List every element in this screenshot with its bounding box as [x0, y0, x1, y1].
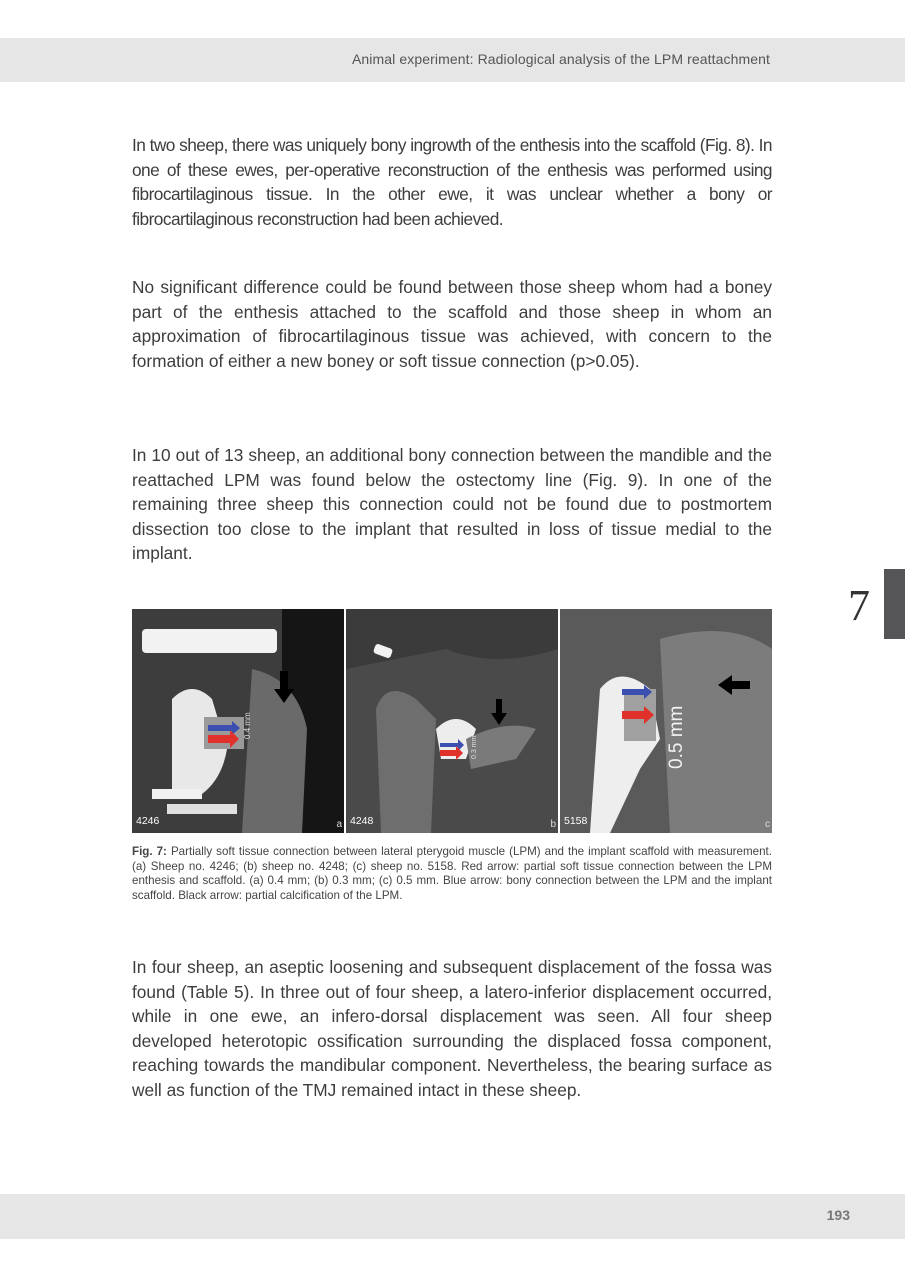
body-paragraph-3: [132, 443, 772, 566]
ct-panel-c: [560, 609, 772, 833]
running-header: [0, 38, 905, 82]
paragraph: In four sheep, an aseptic loosening and subsequent displacement of the fossa was found (Table 5). In three out of four sheep, a latero-inferior displacement occurred, while in one ewe, an infero-dorsal displacement was seen. All four sheep developed heterotopic ossification surrounding the displaced fossa component, reaching towards the mandibular component. Nevertheless, the bearing surface as well as function of the TMJ remained intact in these sheep.: [132, 957, 772, 1100]
panel-letter-b: b: [550, 819, 556, 830]
running-title: Animal experiment: Radiological analysis of the LPM reattachment: [351, 51, 770, 67]
figure-caption: [132, 845, 772, 903]
body-paragraph-2: [132, 275, 772, 373]
ct-image-c: [560, 609, 772, 833]
paragraph: In 10 out of 13 sheep, an additional bony connection between the mandible and the reattached LPM was found below the ostectomy line (Fig. 9). In one of the remaining three sheep this connection could not be found due to postmortem dissection too close to the implant that resulted in loss of tissue medial to the implant.: [132, 445, 772, 563]
caption-text: Partially soft tissue connection between lateral pterygoid muscle (LPM) and the implant scaffold with measurement. (a) Sheep no. 4246; (b) sheep no. 4248; (c) sheep no. 5158. Red arrow: partial soft tissue connection between the LPM enthesis and scaffold. (a) 0.4 mm; (b) 0.3 mm; (c) 0.5 mm. Blue arrow: bony connection between the LPM and the implant scaffold. Black arrow: partial calcification of the LPM.: [132, 845, 772, 902]
panel-letter-a: a: [336, 819, 342, 830]
body-paragraph-1: [132, 133, 772, 231]
paragraph: In two sheep, there was uniquely bony ingrowth of the enthesis into the scaffold (Fig. 8). In one of these ewes, per-operative reconstruction of the enthesis was performed using fibrocartilaginous tissue. In the other ewe, it was unclear whether a bony or fibrocartilaginous reconstruction had been achieved.: [132, 135, 772, 229]
chapter-thumb-tab: [884, 569, 905, 639]
ct-panel-b: [346, 609, 558, 833]
body-paragraph-4: [132, 955, 772, 1102]
measure-label-a: 0.4 mm: [243, 712, 252, 739]
page-footer: [0, 1194, 905, 1239]
sheep-id-c: 5158: [564, 815, 588, 827]
paragraph: No significant difference could be found between those sheep whom had a boney part of the enthesis attached to the scaffold and those sheep in whom an approximation of fibrocartilaginous tissue was achieved, with concern to the formation of either a new boney or soft tissue connection (p>0.05).: [132, 277, 772, 371]
ct-image-b: [346, 609, 558, 833]
chapter-marker: 7: [848, 581, 870, 630]
caption-label: Fig. 7:: [132, 845, 167, 858]
page-number: 193: [826, 1207, 850, 1223]
measure-label-b: 0.3 mm: [471, 735, 478, 759]
figure-7: [132, 609, 772, 833]
ct-panel-a: [132, 609, 344, 833]
ct-image-a: [132, 609, 344, 833]
sheep-id-a: 4246: [136, 815, 160, 827]
sheep-id-b: 4248: [350, 815, 374, 827]
measure-label-c: 0.5 mm: [666, 705, 687, 769]
panel-letter-c: c: [765, 819, 770, 830]
